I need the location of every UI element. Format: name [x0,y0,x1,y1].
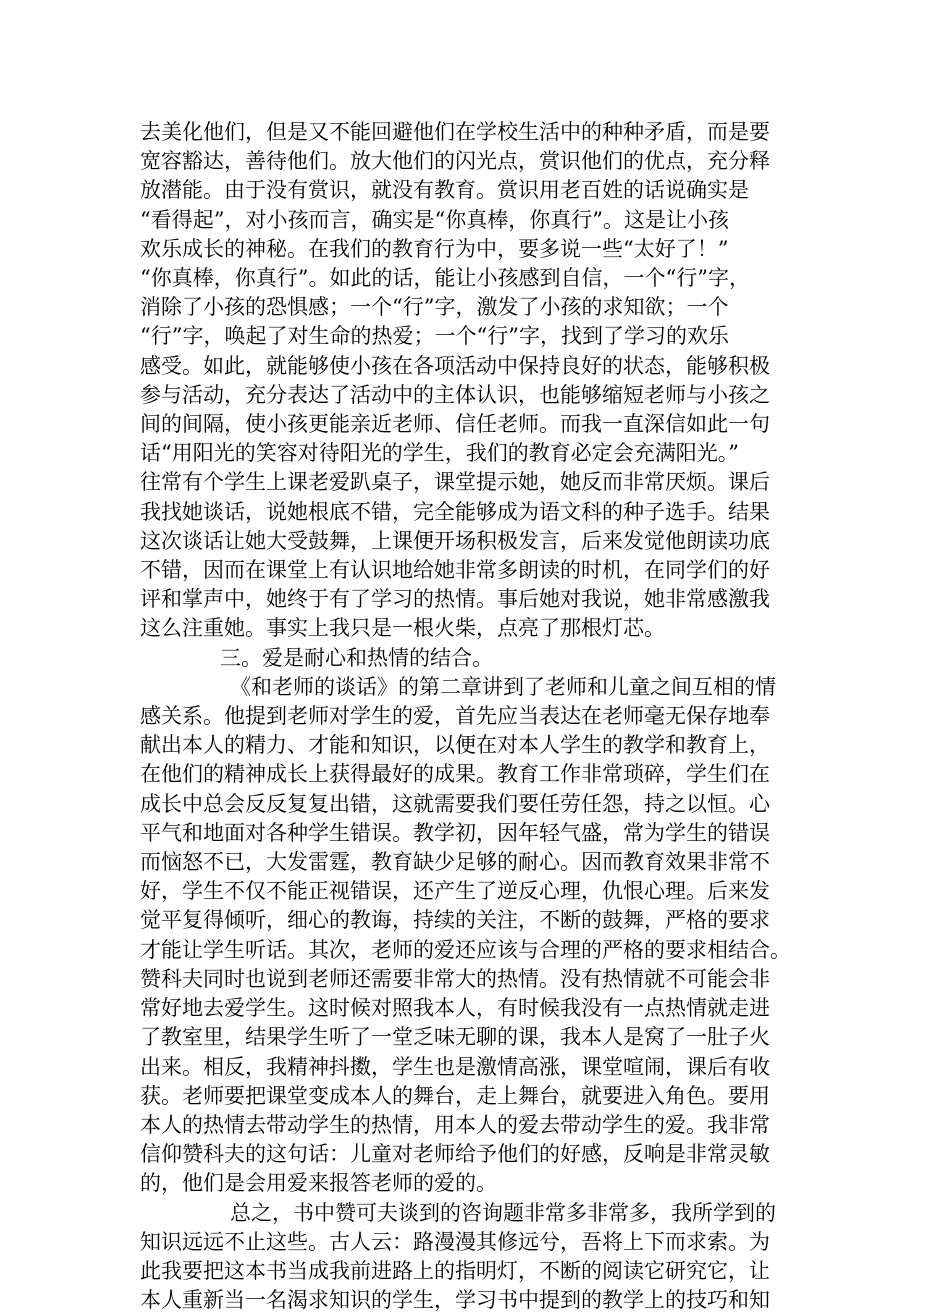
text-line: 好，学生不仅不能正视错误，还产生了逆反心理，仇恨心理。后来发 [140,879,770,904]
text-line: 本人重新当一名渴求知识的学生，学习书中提到的教学上的技巧和知 [140,1288,770,1313]
text-line: “看得起”，对小孩而言，确实是“你真棒，你真行”。这是让小孩 [140,207,729,232]
text-line: 成长中总会反反复复出错，这就需要我们要任劳任怨，持之以恒。心 [140,791,770,816]
text-line: 我找她谈话，说她根底不错，完全能够成为语文科的种子选手。结果 [140,499,770,524]
paragraph-2 [140,673,830,1199]
text-line: 参与活动，充分表达了活动中的主体认识，也能够缩短老师与小孩之 [140,382,770,407]
paragraph-3 [140,1199,830,1315]
text-line: 消除了小孩的恐惧感；一个“行”字，激发了小孩的求知欲；一个 [140,295,729,320]
text-line: 欢乐成长的神秘。在我们的教育行为中，要多说一些“太好了！” [140,236,729,261]
text-line: 了教室里，结果学生听了一堂乏味无聊的课，我本人是窝了一肚子火 [140,1025,770,1050]
text-line: 感关系。他提到老师对学生的爱，首先应当表达在老师毫无保存地奉 [140,704,770,729]
paragraph-1 [140,118,830,644]
text-line: “你真棒，你真行”。如此的话，能让小孩感到自信，一个“行”字， [140,266,750,291]
text-line: 放潜能。由于没有赏识，就没有教育。赏识用老百姓的话说确实是 [140,178,749,203]
text-line: 出来。相反，我精神抖擞，学生也是激情高涨，课堂喧闹，课后有收 [140,1054,770,1079]
text-line: 总之，书中赞可夫谈到的咨询题非常多非常多，我所学到的 [230,1200,776,1225]
text-line: 这么注重她。事实上我只是一根火柴，点亮了那根灯芯。 [140,616,665,641]
text-line: 信仰赞科夫的这句话：儿童对老师给予他们的好感，反响是非常灵敏 [140,1142,770,1167]
text-line: 此我要把这本书当成我前进路上的指明灯，不断的阅读它研究它，让 [140,1258,770,1283]
text-line: 评和掌声中，她终于有了学习的热情。事后她对我说，她非常感激我 [140,587,770,612]
text-line: 往常有个学生上课老爱趴桌子，课堂提示她，她反而非常厌烦。课后 [140,470,770,495]
text-line: 常好地去爱学生。这时候对照我本人，有时候我没有一点热情就走进 [140,996,770,1021]
text-line: 献出本人的精力、才能和知识，以便在对本人学生的教学和教育上， [140,733,770,758]
text-line: 觉平复得倾听，细心的教诲，持续的关注，不断的鼓舞，严格的要求 [140,908,770,933]
text-line: 这次谈话让她大受鼓舞，上课便开场积极发言，后来发觉他朗读功底 [140,528,770,553]
text-line: 《和老师的谈话》的第二章讲到了老师和儿童之间互相的情 [230,674,776,699]
text-line: 去美化他们，但是又不能回避他们在学校生活中的种种矛盾，而是要 [140,120,770,144]
text-line: 知识远远不止这些。古人云：路漫漫其修远兮，吾将上下而求索。为 [140,1229,770,1254]
text-line: 而恼怒不已，大发雷霆，教育缺少足够的耐心。因而教育效果非常不 [140,850,770,875]
text-line: 在他们的精神成长上获得最好的成果。教育工作非常琐碎，学生们在 [140,762,770,787]
text-line: 间的间隔，使小孩更能亲近老师、信任老师。而我一直深信如此一句 [140,412,770,437]
text-line: “行”字，唤起了对生命的热爱；一个“行”字，找到了学习的欢乐 [140,324,729,349]
text-line: 才能让学生听话。其次，老师的爱还应该与合理的严格的要求相结合。 [140,937,791,962]
text-line: 感受。如此，就能够使小孩在各项活动中保持良好的状态，能够积极 [140,353,770,378]
text-line: 本人的热情去带动学生的热情，用本人的爱去带动学生的爱。我非常 [140,1112,770,1137]
text-line: 平气和地面对各种学生错误。教学初，因年轻气盛，常为学生的错误 [140,820,770,845]
text-line: 的，他们是会用爱来报答老师的爱的。 [140,1171,497,1196]
text-line: 赞科夫同时也说到老师还需要非常大的热情。没有热情就不可能会非 [140,966,770,991]
section-heading: 三。爱是耐心和热情的结合。 [220,645,493,670]
text-line: 不错，因而在课堂上有认识地给她非常多朗读的时机，在同学们的好 [140,558,770,583]
document-page [140,118,830,1315]
text-line: 宽容豁达，善待他们。放大他们的闪光点，赏识他们的优点，充分释 [140,149,770,174]
text-line: 获。老师要把课堂变成本人的舞台，走上舞台，就要进入角色。要用 [140,1083,770,1108]
text-line: 话“用阳光的笑容对待阳光的学生，我们的教育必定会充满阳光。” [140,441,739,466]
